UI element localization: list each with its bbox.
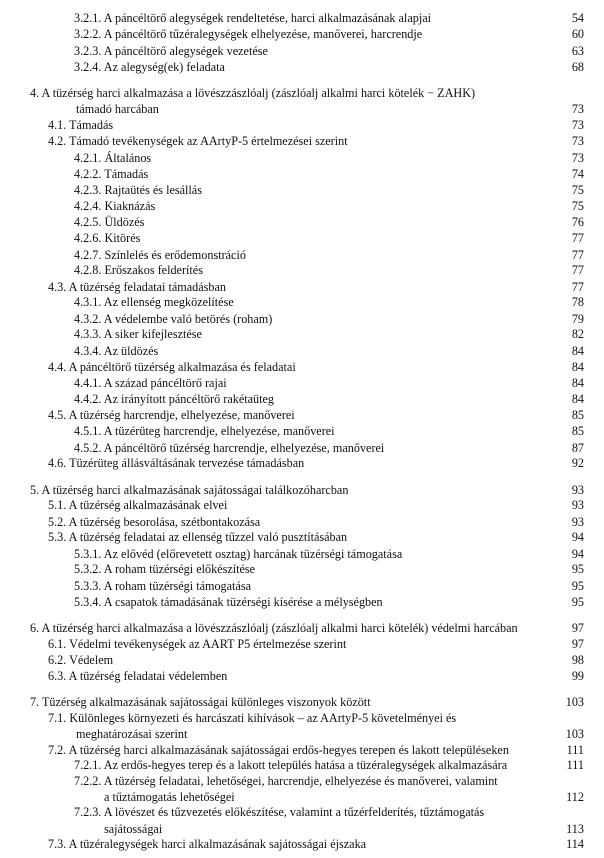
toc-entry-page: 95 [571,579,584,593]
toc-entry [0,85,604,101]
toc-entry [0,636,604,652]
toc-entry-title: 4.4. A páncéltörő tüzérség alkalmazása és feladatai [48,360,296,374]
toc-entry-title: 4.3. A tüzérség feladatai támadásban [48,280,227,294]
toc-entry-title: 7.3. A tüzéralegységek harci alkalmazásának sajátosságai éjszaka [48,837,367,851]
toc-entry-page: 79 [571,312,584,326]
toc-entry [0,482,604,498]
toc-entry [0,804,604,820]
toc-entry-page: 113 [566,822,584,836]
toc-entry [0,117,604,133]
toc-entry-title: 4.5.1. A tüzérüteg harcrendje, elhelyezése, manőverei [74,424,335,438]
toc-entry [0,789,604,805]
toc-entry-page: 84 [571,376,584,390]
toc-entry-title: 3.2.1. A páncéltörő alegységek rendeltetése, harci alkalmazásának alapjai [74,11,432,25]
toc-entry [0,214,604,230]
toc-entry-page: 92 [571,456,584,470]
toc-entry-page: 85 [571,424,584,438]
toc-entry [0,594,604,610]
toc-entry-title: 7.2.1. Az erdős-hegyes terep és a lakott település hatása a tüzéralegységek alkalmazására [74,758,508,772]
toc-entry-title: 4.2.2. Támadás [74,167,149,181]
toc-entry-title: 7.1. Különleges környezeti és harcászati kihívások – az AArtyP-5 követelményei és [48,711,457,725]
toc-entry [0,279,604,295]
toc-entry-title: 4.2.6. Kitörés [74,231,141,245]
toc-entry [0,59,604,75]
toc-entry-title: 3.2.4. Az alegység(ek) feladata [74,60,225,74]
toc-entry-title: 7. Tüzérség alkalmazásának sajátosságai különleges viszonyok között [30,695,371,709]
toc-entry-title: 5.3.2. A roham tüzérségi előkészítése [74,562,256,576]
toc-entry [0,359,604,375]
toc-entry-page: 84 [571,344,584,358]
toc-entry [0,262,604,278]
toc-entry-page: 95 [571,595,584,609]
toc-entry-page: 111 [566,743,584,757]
toc-entry-page: 60 [571,27,584,41]
toc-entry-title: 5.3.4. A csapatok támadásának tüzérségi kísérése a mélységben [74,595,383,609]
toc-entry [0,440,604,456]
toc-entry-page: 93 [571,498,584,512]
toc-entry-page: 84 [571,392,584,406]
toc-entry-page: 73 [571,151,584,165]
toc-entry-page: 75 [571,199,584,213]
toc-entry [0,561,604,577]
toc-entry-page: 94 [571,547,584,561]
toc-entry-title: 5.1. A tüzérség alkalmazásának elvei [48,498,228,512]
toc-entry [0,133,604,149]
toc-entry-title: meghatározásai szerint [76,727,188,741]
toc-entry [0,198,604,214]
toc-entry [0,43,604,59]
toc-entry-title: 6.2. Védelem [48,653,114,667]
toc-entry-title: 6.3. A tüzérség feladatai védelemben [48,669,228,683]
toc-entry [0,230,604,246]
toc-entry-title: a tűztámogatás lehetőségei [104,790,235,804]
toc-entry-title: 5. A tüzérség harci alkalmazásának sajátosságai találkozóharcban [30,483,349,497]
toc-entry-title: 4.3.3. A siker kifejlesztése [74,327,202,341]
toc-entry-page: 98 [571,653,584,667]
toc-entry-title: 7.2. A tüzérség harci alkalmazásának sajátosságai erdős-hegyes terepen és lakott településeken [48,743,509,757]
toc-entry-title: 3.2.2. A páncéltörő tűzéralegységek elhelyezése, manőverei, harcrendje [74,27,423,41]
toc-entry [0,326,604,342]
toc-entry [0,455,604,471]
toc-entry [0,375,604,391]
toc-entry-title: 4.4.1. A század páncéltörő rajai [74,376,227,390]
toc-entry [0,726,604,742]
toc-entry-page: 77 [571,248,584,262]
toc-entry-title: 4.1. Támadás [48,118,114,132]
toc-entry-page: 87 [571,441,584,455]
toc-entry-title: 4.5. A tüzérség harcrendje, elhelyezése, manőverei [48,408,295,422]
toc-entry [0,668,604,684]
toc-entry-page: 95 [571,562,584,576]
toc-entry [0,578,604,594]
toc-entry [0,407,604,423]
toc-entry [0,710,604,726]
toc-entry-title: 5.2. A tüzérség besorolása, szétbontakozása [48,515,261,529]
toc-entry-title: 7.2.2. A tüzérség feladatai, lehetőségei, harcrendje, elhelyezése és manőverei, valamint [74,774,498,788]
toc-entry [0,182,604,198]
toc-entry [0,150,604,166]
toc-entry-title: 5.3.1. Az elővéd (előrevetett osztag) harcának tüzérségi támogatása [74,547,403,561]
toc-entry-page: 73 [571,102,584,116]
toc-entry-page: 73 [571,118,584,132]
toc-entry-page: 75 [571,183,584,197]
toc-entry-page: 68 [571,60,584,74]
toc-entry [0,620,604,636]
toc-entry-page: 78 [571,295,584,309]
toc-entry [0,773,604,789]
toc-entry-title: 5.3. A tüzérség feladatai az ellenség tűzzel való pusztításában [48,530,348,544]
toc-entry [0,529,604,545]
toc-entry [0,101,604,117]
toc-entry-page: 99 [571,669,584,683]
toc-entry [0,166,604,182]
toc-entry-page: 103 [565,695,584,709]
toc-entry-title: 7.2.3. A lövészet és tűzvezetés előkészítése, valamint a tűzérfelderítés, tűztámogatás [74,805,485,819]
toc-entry [0,694,604,710]
toc-entry-page: 73 [571,134,584,148]
toc-entry-page: 94 [571,530,584,544]
toc-entry-page: 103 [565,727,584,741]
toc-entry-page: 77 [571,231,584,245]
toc-entry [0,391,604,407]
toc-entry [0,247,604,263]
toc-entry-page: 77 [571,263,584,277]
toc-entry-title: támadó harcában [76,102,159,116]
toc-entry-page: 76 [571,215,584,229]
toc-entry-page: 77 [571,280,584,294]
toc-entry-title: 4.2.7. Színlelés és erődemonstráció [74,248,246,262]
toc-entry [0,497,604,513]
toc-entry-title: 4.4.2. Az irányított páncéltörő rakétaüteg [74,392,275,406]
toc-entry-title: 4.6. Tüzérüteg állásváltásának tervezése támadásban [48,456,305,470]
toc-entry-page: 111 [566,758,584,772]
toc-entry-title: 4.2.3. Rajtaütés és lesállás [74,183,202,197]
toc-entry [0,836,604,852]
toc-entry-page: 93 [571,483,584,497]
toc-entry [0,514,604,530]
toc-entry-page: 82 [571,327,584,341]
toc-entry-page: 97 [571,621,584,635]
toc-entry [0,757,604,773]
toc-entry [0,423,604,439]
toc-entry-title: 4.2. Támadó tevékenységek az AArtyP-5 értelmezései szerint [48,134,348,148]
toc-entry-page: 93 [571,515,584,529]
toc-entry-title: 4.3.4. Az üldözés [74,344,159,358]
toc-entry-title: 4.3.1. Az ellenség megközelítése [74,295,234,309]
toc-entry [0,10,604,26]
toc-entry-title: 5.3.3. A roham tüzérségi támogatása [74,579,252,593]
toc-entry-title: 4.2.8. Erőszakos felderítés [74,263,203,277]
toc-entry [0,652,604,668]
toc-entry [0,546,604,562]
toc-entry [0,343,604,359]
toc-entry-page: 97 [571,637,584,651]
toc-entry [0,26,604,42]
toc-entry-page: 85 [571,408,584,422]
toc-entry-page: 63 [571,44,584,58]
toc-entry-title: 3.2.3. A páncéltörő alegységek vezetése [74,44,268,58]
toc-entry [0,311,604,327]
toc-entry-page: 54 [571,11,584,25]
toc-entry [0,294,604,310]
toc-entry-title: 4.3.2. A védelembe való betörés (roham) [74,312,273,326]
toc-entry-title: 6. A tüzérség harci alkalmazása a lövészzászlóalj (zászlóalj alkalmi harci kötelék) védelmi harcában [30,621,518,635]
toc-entry-title: 4.2.4. Kiaknázás [74,199,156,213]
toc-entry-title: 4. A tüzérség harci alkalmazása a lövészzászlóalj (zászlóalj alkalmi harci kötelék − ZAHK) [30,86,476,100]
toc-entry-title: sajátosságai [104,822,163,836]
toc-entry [0,821,604,837]
toc-entry-title: 4.5.2. A páncéltörő tüzérség harcrendje, elhelyezése, manőverei [74,441,385,455]
toc-entry-page: 74 [571,167,584,181]
toc-entry-title: 4.2.1. Általános [74,151,152,165]
toc-entry-title: 4.2.5. Üldözés [74,215,145,229]
toc-entry [0,742,604,758]
toc-entry-title: 6.1. Védelmi tevékenységek az AART P5 értelmezése szerint [48,637,347,651]
toc-entry-page: 112 [566,790,584,804]
toc-entry-page: 84 [571,360,584,374]
toc-entry-page: 114 [566,837,584,851]
